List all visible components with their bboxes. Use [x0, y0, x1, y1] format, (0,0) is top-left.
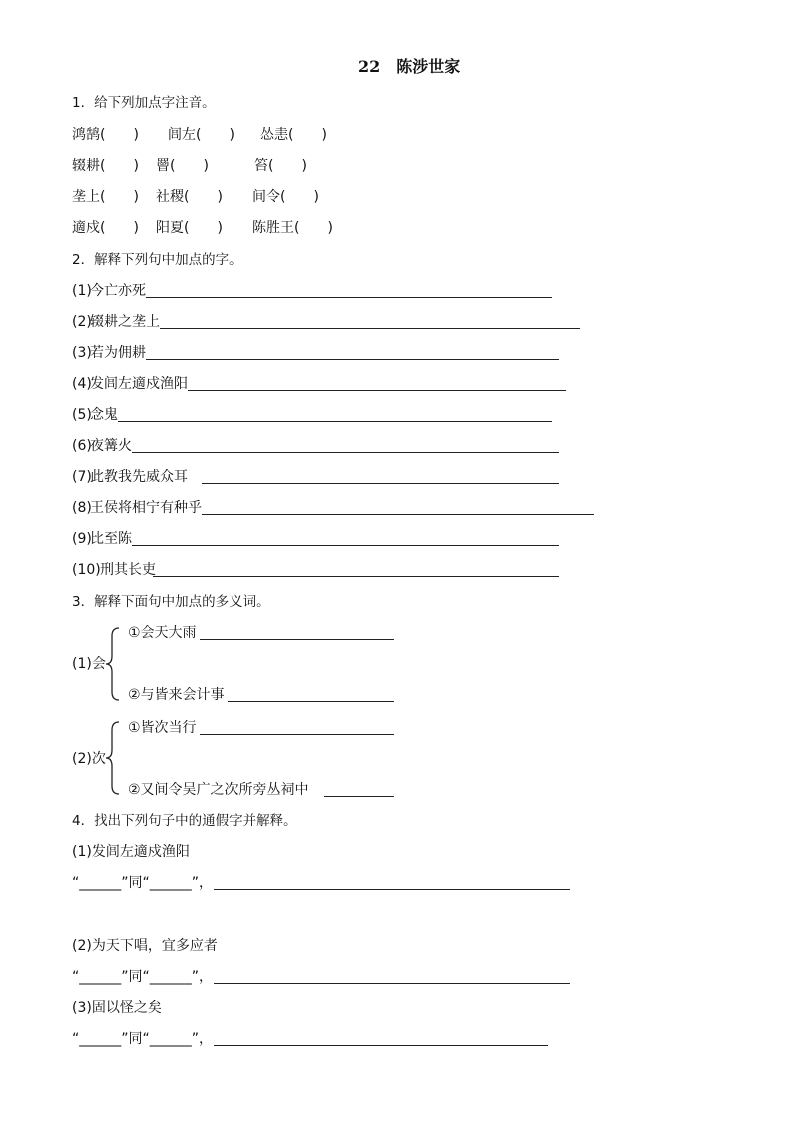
item-text: 夜篝火 [90, 438, 132, 454]
item-text: 发闾左適戍渔阳 [90, 376, 188, 392]
answer-line[interactable] [153, 576, 559, 577]
question-3-heading: 3．解释下面句中加点的多义词。 [72, 594, 270, 610]
polysemy-label: (2)次 [72, 751, 106, 767]
pinyin-item: 怂恚( ) [260, 127, 327, 143]
pinyin-item: 笞( ) [254, 158, 307, 174]
polysemy-sentence: ①会天大雨 [128, 625, 197, 641]
polysemy-label: (1)会 [72, 656, 106, 672]
brace-icon [103, 626, 123, 702]
item-text: 比至陈 [90, 531, 132, 547]
pinyin-item: 阳夏( ) [156, 220, 223, 236]
polysemy-sentence: ②与皆来会计事 [128, 687, 225, 703]
item-number: (8) [72, 500, 92, 516]
answer-line[interactable] [324, 796, 394, 797]
answer-line[interactable] [146, 359, 559, 360]
answer-line[interactable] [118, 421, 552, 422]
item-text: 辍耕之垄上 [90, 314, 160, 330]
brace-icon [103, 720, 123, 796]
answer-line[interactable] [200, 734, 394, 735]
item-number: (6) [72, 438, 92, 454]
tongjia-answer: “______”同“______”， [72, 969, 214, 985]
item-text: 念鬼 [90, 407, 118, 423]
answer-line[interactable] [214, 889, 570, 890]
item-number: (3) [72, 345, 92, 361]
answer-line[interactable] [202, 514, 594, 515]
item-text: 今亡亦死 [90, 283, 146, 299]
tongjia-answer: “______”同“______”， [72, 1031, 214, 1047]
item-number: (10) [72, 562, 101, 578]
tongjia-sentence: (3)固以怪之矣 [72, 1000, 162, 1016]
answer-line[interactable] [132, 452, 559, 453]
item-number: (5) [72, 407, 92, 423]
pinyin-item: 適戍( ) [72, 220, 139, 236]
tongjia-sentence: (2)为天下唱，宜多应者 [72, 938, 218, 954]
pinyin-item: 间令( ) [252, 189, 319, 205]
item-number: (7) [72, 469, 92, 485]
item-number: (9) [72, 531, 92, 547]
pinyin-item: 社稷( ) [156, 189, 223, 205]
answer-line[interactable] [132, 545, 559, 546]
item-text: 若为佣耕 [90, 345, 146, 361]
pinyin-item: 罾( ) [156, 158, 209, 174]
question-4-heading: 4．找出下列句子中的通假字并解释。 [72, 813, 297, 829]
tongjia-answer: “______”同“______”， [72, 875, 214, 891]
polysemy-sentence: ①皆次当行 [128, 720, 197, 736]
pinyin-item: 闾左( ) [168, 127, 235, 143]
tongjia-sentence: (1)发闾左適戍渔阳 [72, 844, 190, 860]
answer-line[interactable] [214, 983, 570, 984]
item-text: 此教我先威众耳 [90, 469, 188, 485]
item-text: 王侯将相宁有种乎 [90, 500, 202, 516]
answer-line[interactable] [160, 328, 580, 329]
item-number: (1) [72, 283, 92, 299]
answer-line[interactable] [188, 390, 566, 391]
answer-line[interactable] [202, 483, 559, 484]
pinyin-item: 垄上( ) [72, 189, 139, 205]
pinyin-item: 陈胜王( ) [252, 220, 333, 236]
answer-line[interactable] [146, 297, 552, 298]
item-number: (4) [72, 376, 92, 392]
pinyin-item: 鸿鹄( ) [72, 127, 139, 143]
question-2-heading: 2．解释下列句中加点的字。 [72, 252, 243, 268]
item-text: 刑其长吏 [100, 562, 156, 578]
answer-line[interactable] [200, 639, 394, 640]
answer-line[interactable] [214, 1045, 548, 1046]
polysemy-sentence: ②又间令吴广之次所旁丛祠中 [128, 782, 309, 798]
question-1-heading: 1．给下列加点字注音。 [72, 95, 216, 111]
item-number: (2) [72, 314, 92, 330]
page-title: 22 陈涉世家 [358, 57, 461, 76]
answer-line[interactable] [228, 701, 394, 702]
pinyin-item: 辍耕( ) [72, 158, 139, 174]
